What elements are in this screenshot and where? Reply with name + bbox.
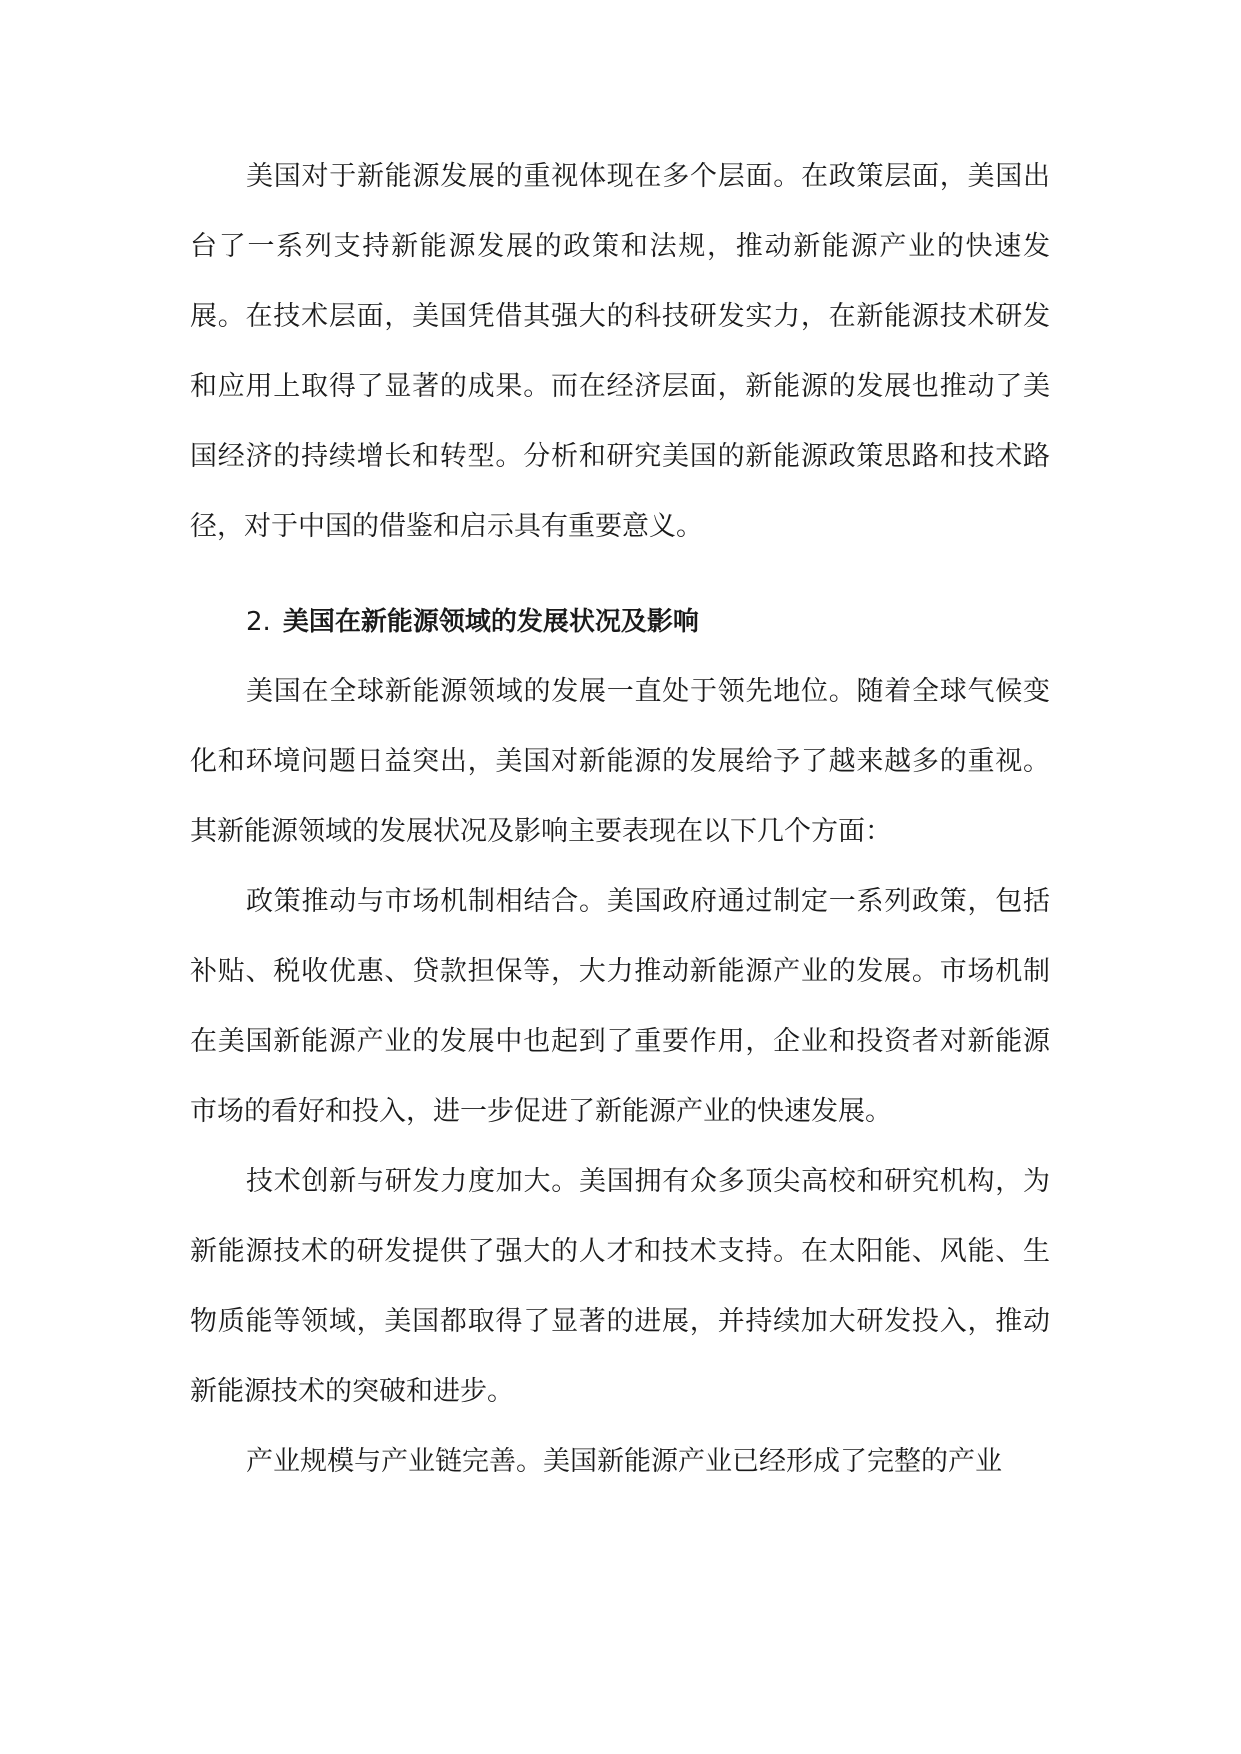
paragraph-industry: 产业规模与产业链完善。美国新能源产业已经形成了完整的产业 [246,1446,1002,1477]
paragraph-intro: 美国对于新能源发展的重视体现在多个层面。在政策层面，美国出台了一系列支持新能源发展的政策和法规，推动新能源产业的快速发展。在技术层面，美国凭借其强大的科技研发实力，在新能源技术研发和应用上取得了显著的成果。而在经济层面，新能源的发展也推动了美国经济的持续增长和转型。分析和研究美国的新能源政策思路和技术路径，对于中国的借鉴和启示具有重要意义。 [190,161,1050,542]
section-number: 2. [246,607,271,637]
paragraph-technology: 技术创新与研发力度加大。美国拥有众多顶尖高校和研究机构，为新能源技术的研发提供了强大的人才和技术支持。在太阳能、风能、生物质能等领域，美国都取得了显著的进展，并持续加大研发投入，推动新能源技术的突破和进步。 [190,1166,1050,1407]
paragraph-overview: 美国在全球新能源领域的发展一直处于领先地位。随着全球气候变化和环境问题日益突出，美国对新能源的发展给予了越来越多的重视。其新能源领域的发展状况及影响主要表现在以下几个方面： [190,676,1050,847]
paragraph-policy: 政策推动与市场机制相结合。美国政府通过制定一系列政策，包括补贴、税收优惠、贷款担保等，大力推动新能源产业的发展。市场机制在美国新能源产业的发展中也起到了重要作用，企业和投资者对新能源市场的看好和投入，进一步促进了新能源产业的快速发展。 [190,886,1050,1127]
section-heading [190,587,1050,657]
document-body [190,142,1050,1497]
section-title: 美国在新能源领域的发展状况及影响 [282,607,699,637]
